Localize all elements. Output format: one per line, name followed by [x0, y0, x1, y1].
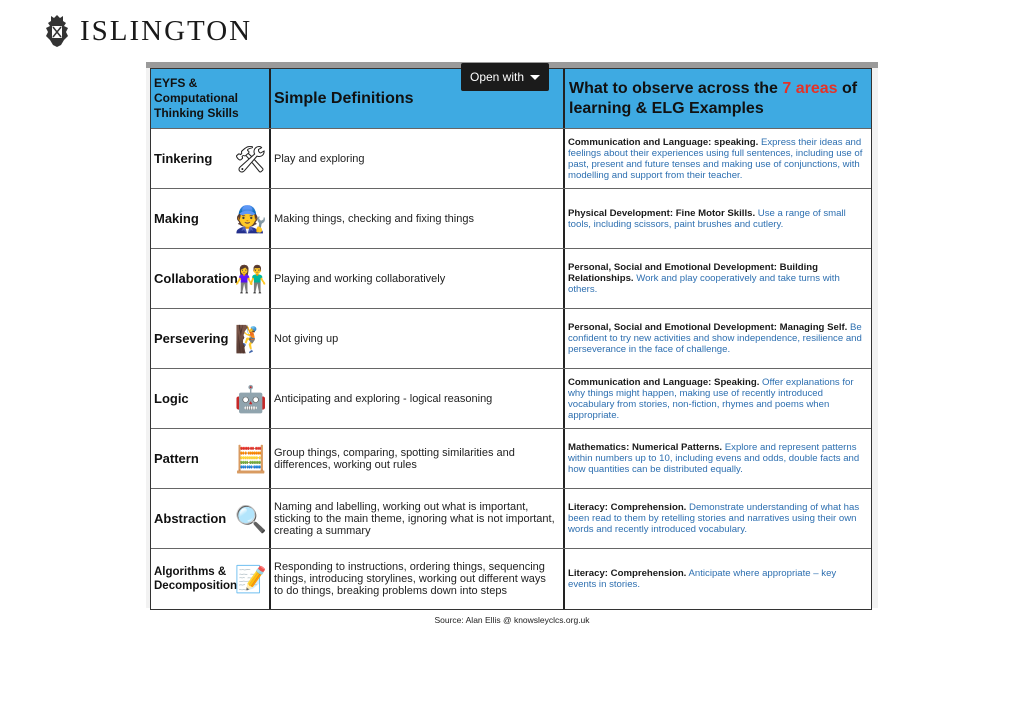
skill-icon: 🛠	[233, 143, 267, 174]
observation-cell	[565, 429, 871, 488]
elg-example: Express their ideas and feelings about their experiences using full sentences, including use of past, present and future tenses and making use of conjunctions, with modelling and support from their teacher.	[568, 136, 863, 181]
table-row	[151, 489, 871, 549]
crest-icon	[44, 14, 70, 48]
skill-label: Pattern	[154, 451, 199, 466]
definition-cell: Playing and working collaboratively	[271, 249, 565, 308]
table-row	[151, 129, 871, 189]
definition-cell: Not giving up	[271, 309, 565, 368]
observation-cell	[565, 369, 871, 428]
elg-example: Anticipate where appropriate – key events in stories.	[568, 568, 837, 590]
table-row	[151, 549, 871, 609]
brand-name: ISLINGTON	[80, 14, 253, 47]
table-row	[151, 309, 871, 369]
skill-cell	[151, 249, 271, 308]
area-label: Physical Development: Fine Motor Skills.	[568, 207, 756, 219]
area-label: Literacy: Comprehension.	[568, 568, 687, 579]
area-label: Personal, Social and Emotional Development: Building Relationships.	[568, 262, 819, 284]
definition-cell: Making things, checking and fixing things	[271, 189, 565, 248]
skill-icon: 🧗	[234, 323, 267, 354]
skill-icon: 🧑‍🔧	[234, 203, 267, 234]
skill-icon: 🧮	[234, 443, 267, 474]
elg-example: Demonstrate understanding of what has been read to them by retelling stories and narratives using their own words and recently introduced vocabulary.	[568, 502, 860, 535]
observation-cell	[565, 129, 871, 188]
skill-label: Algorithms & Decomposition	[154, 566, 238, 592]
table-row	[151, 249, 871, 309]
skill-cell	[151, 129, 271, 188]
elg-example: Be confident to try new activities and show independence, resilience and perseverance in the face of challenge.	[568, 322, 862, 355]
skill-icon: 📝	[234, 564, 267, 594]
skill-label: Making	[154, 211, 199, 226]
definition-cell: Anticipating and exploring - logical reasoning	[271, 369, 565, 428]
skill-label: Persevering	[154, 331, 229, 346]
observation-cell	[565, 489, 871, 548]
skill-cell	[151, 189, 271, 248]
col1-header: EYFS & Computational Thinking Skills	[151, 69, 271, 128]
definition-cell: Naming and labelling, working out what is important, sticking to the main theme, ignoring what is not important, creating a summary	[271, 489, 565, 548]
skill-cell	[151, 369, 271, 428]
observation-cell	[565, 309, 871, 368]
open-with-label: Open with	[469, 70, 525, 84]
definition-cell: Play and exploring	[271, 129, 565, 188]
area-label: Mathematics: Numerical Patterns.	[568, 442, 723, 453]
table-row	[151, 369, 871, 429]
definition-cell: Group things, comparing, spotting similarities and differences, working out rules	[271, 429, 565, 488]
definition-cell: Responding to instructions, ordering things, sequencing things, introducing storylines, working out different ways to do things, breaking problems down into steps	[271, 549, 565, 609]
skill-label: Logic	[154, 391, 189, 406]
table-row	[151, 429, 871, 489]
open-with-button[interactable]	[461, 63, 549, 91]
skill-cell	[151, 429, 271, 488]
skill-label: Collaboration	[154, 271, 238, 286]
skill-label: Abstraction	[154, 511, 227, 526]
observation-cell	[565, 549, 871, 609]
skill-cell	[151, 489, 271, 548]
observation-cell	[565, 249, 871, 308]
islington-logo	[44, 14, 252, 48]
source-caption: Source: Alan Ellis @ knowsleyclcs.org.uk	[434, 615, 590, 625]
area-label: Communication and Language: Speaking.	[568, 376, 760, 388]
elg-example: Use a range of small tools, including scissors, paint brushes and cutlery.	[568, 207, 846, 230]
skill-icon: 🔍	[234, 503, 267, 534]
eyfs-table-image	[146, 62, 878, 608]
area-label: Communication and Language: speaking.	[568, 136, 759, 148]
observation-cell	[565, 189, 871, 248]
areas-highlight: 7 areas	[782, 79, 838, 97]
skill-cell	[151, 309, 271, 368]
skill-icon: 🤖	[234, 383, 267, 414]
table-row	[151, 189, 871, 249]
area-label: Personal, Social and Emotional Development: Managing Self.	[568, 322, 848, 333]
elg-example: Offer explanations for why things might happen, making use of recently introduced vocabulary from stories, non-fiction, rhymes and poems when appropriate.	[568, 376, 854, 421]
skill-label: Tinkering	[154, 151, 213, 166]
skill-icon: 👫	[234, 263, 267, 294]
caret-down-icon	[530, 75, 540, 80]
elg-example: Work and play cooperatively and take turns with others.	[568, 273, 840, 295]
elg-example: Explore and represent patterns within numbers up to 10, including evens and odds, double facts and how quantities can be distributed equally.	[568, 442, 860, 475]
eyfs-table	[150, 68, 872, 610]
skill-cell	[151, 549, 271, 609]
col3-header: What to observe across the 7 areas of learning & ELG Examples	[569, 79, 858, 117]
col2-header: Simple Definitions	[271, 69, 565, 128]
area-label: Literacy: Comprehension.	[568, 502, 687, 513]
